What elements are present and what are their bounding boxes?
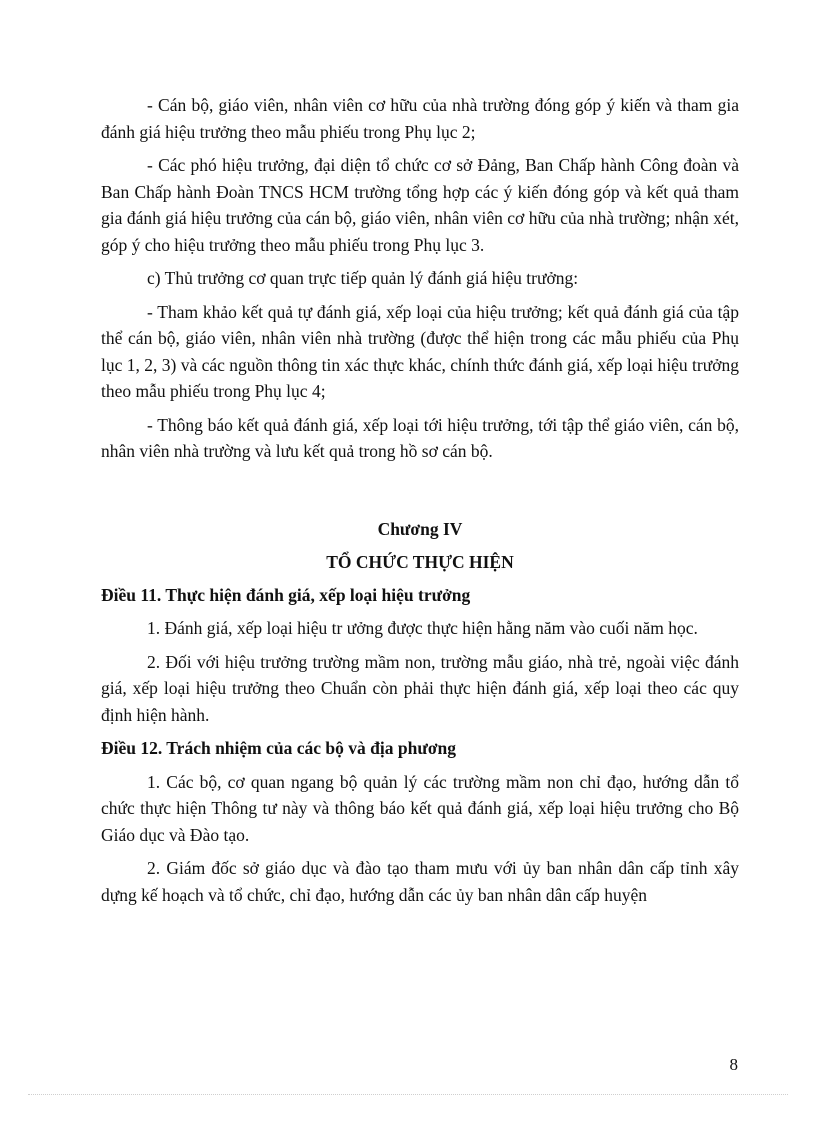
- section-spacer: [101, 472, 739, 516]
- page-body: [101, 92, 739, 915]
- paragraph: c) Thủ trưởng cơ quan trực tiếp quản lý đánh giá hiệu trưởng:: [147, 268, 579, 288]
- footer-divider: [28, 1094, 788, 1095]
- paragraph: 2. Giám đốc sở giáo dục và đào tạo tham mưu với ủy ban nhân dân cấp tỉnh xây dựng kế hoạch và tổ chức, chỉ đạo, hướng dẫn các ủy ban nhân dân cấp huyện: [101, 858, 739, 905]
- article-11-heading: Điều 11. Thực hiện đánh giá, xếp loại hiệu trưởng: [101, 584, 471, 605]
- paragraph: 2. Đối với hiệu trưởng trường mầm non, trường mẫu giáo, nhà trẻ, ngoài việc đánh giá, xếp loại hiệu trưởng theo Chuẩn còn phải thực hiện đánh giá, xếp loại theo các quy định hiện hành.: [101, 651, 739, 725]
- paragraph: - Cán bộ, giáo viên, nhân viên cơ hữu của nhà trường đóng góp ý kiến và tham gia đánh giá hiệu trưởng theo mẫu phiếu trong Phụ lục 2;: [101, 95, 739, 142]
- paragraph: - Các phó hiệu trưởng, đại diện tổ chức cơ sở Đảng, Ban Chấp hành Công đoàn và Ban Chấp hành Đoàn TNCS HCM trường tổng hợp các ý kiến đóng góp và kết quả tham gia đánh giá hiệu trưởng của cán bộ, giáo viên, nhân viên cơ hữu của nhà trường; nhận xét, góp ý cho hiệu trưởng theo mẫu phiếu trong Phụ lục 3.: [101, 155, 739, 255]
- paragraph: 1. Các bộ, cơ quan ngang bộ quản lý các trường mầm non chỉ đạo, hướng dẫn tổ chức thực hiện Thông tư này và thông báo kết quả đánh giá, xếp loại hiệu trưởng cho Bộ Giáo dục và Đào tạo.: [101, 771, 739, 845]
- paragraph: 1. Đánh giá, xếp loại hiệu tr ưởng được thực hiện hằng năm vào cuối năm học.: [147, 618, 698, 638]
- paragraph: - Tham khảo kết quả tự đánh giá, xếp loại của hiệu trưởng; kết quả đánh giá của tập thể cán bộ, giáo viên, nhân viên nhà trường (được thể hiện trong các mẫu phiếu của Phụ lục 1, 2, 3) và các nguồn thông tin xác thực khác, chính thức đánh giá, xếp loại hiệu trưởng theo mẫu phiếu trong Phụ lục 4;: [101, 301, 739, 401]
- page-number: 8: [729, 1055, 738, 1074]
- article-12-heading: Điều 12. Trách nhiệm của các bộ và địa phương: [101, 738, 456, 758]
- chapter-number: Chương IV: [377, 518, 463, 539]
- chapter-title: TỔ CHỨC THỰC HIỆN: [326, 552, 514, 572]
- paragraph: - Thông báo kết quả đánh giá, xếp loại tới hiệu trưởng, tới tập thể giáo viên, cán bộ, nhân viên nhà trường và lưu kết quả trong hồ sơ cán bộ.: [101, 414, 739, 461]
